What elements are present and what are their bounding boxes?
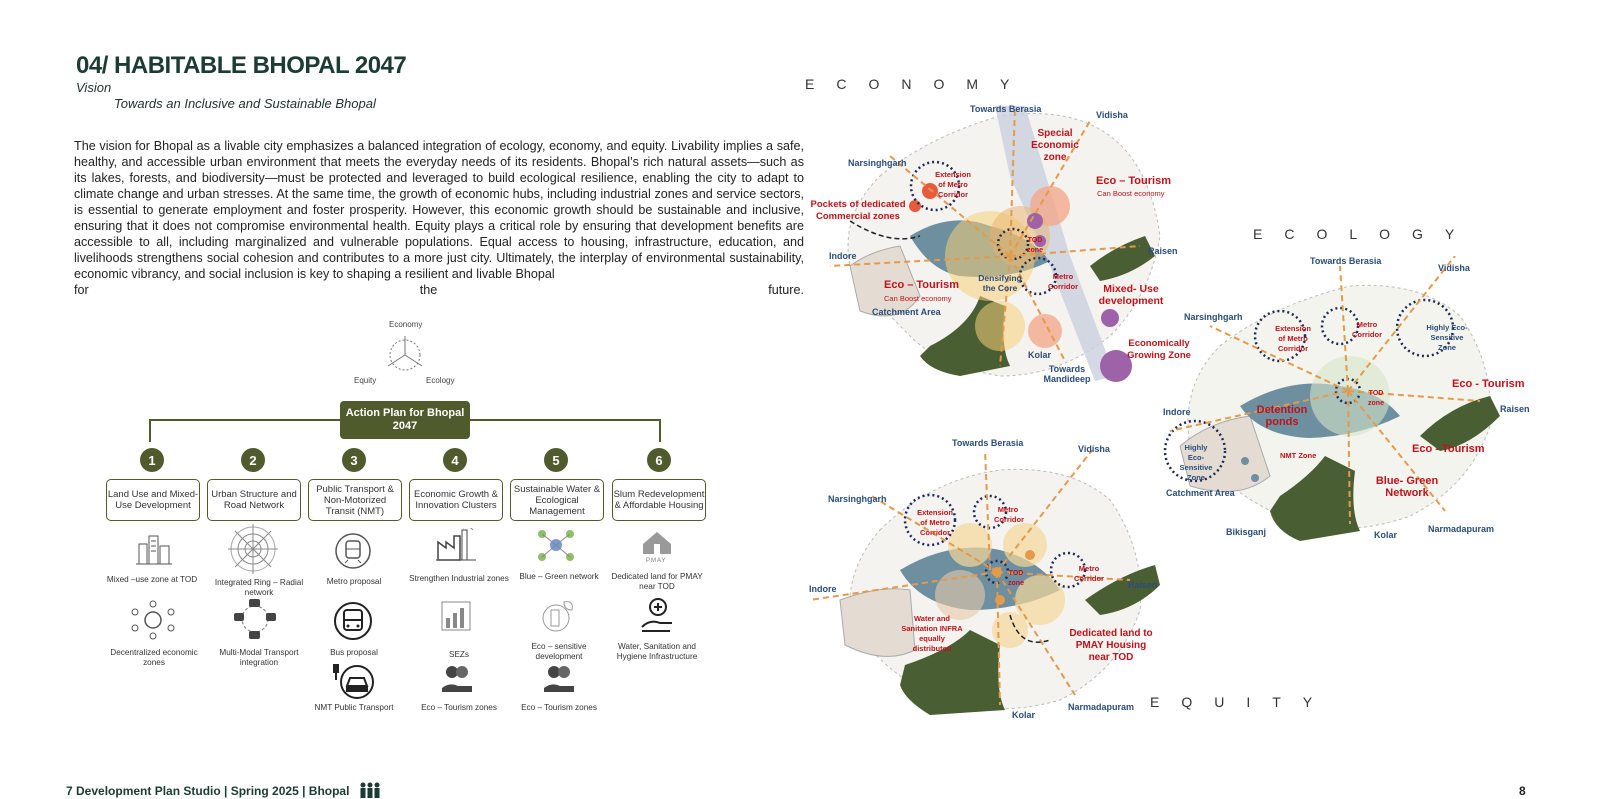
- map-place-label: Towards Berasia: [1310, 256, 1382, 266]
- category-box: Land Use and Mixed-Use Development: [106, 479, 200, 521]
- map-place-label: Indore: [809, 584, 837, 594]
- map-zone-label: Metro Corridor: [1048, 272, 1078, 291]
- map-place-label: Catchment Area: [1166, 488, 1235, 498]
- map-zone-label: NMT Zone: [1280, 451, 1317, 460]
- map-place-label: Vidisha: [1078, 444, 1110, 454]
- plan-title-line1: Action Plan for Bhopal: [345, 407, 465, 419]
- vision-label: Vision: [76, 80, 112, 95]
- map-place-label: Towards Berasia: [952, 438, 1024, 448]
- eco-leaf-building-icon: [540, 598, 576, 634]
- hand-coin-icon: [542, 664, 576, 694]
- vision-paragraph: [74, 138, 804, 298]
- ev-car-icon: [332, 662, 376, 700]
- map-place-label: Bikisganj: [1226, 527, 1267, 537]
- map-place-label: Narsinghgarh: [828, 494, 887, 504]
- item-caption: Mixed –use zone at TOD: [106, 575, 198, 584]
- map-zone-label: Eco - Tourism: [1452, 378, 1525, 390]
- map-place-label: Indore: [829, 251, 857, 261]
- ring-radial-network-icon: [228, 524, 278, 574]
- item-caption: Eco – sensitive development: [531, 642, 587, 661]
- item-caption: Eco – Tourism zones: [521, 703, 597, 712]
- category-number: 3: [342, 448, 366, 472]
- map-zone-label: Blue- Green Network: [1375, 475, 1439, 499]
- map-place-label: Narsinghgarh: [1184, 312, 1243, 322]
- map-zone-label: Metro Corridor: [1074, 564, 1104, 583]
- map-place-label: Kolar: [1374, 530, 1398, 540]
- map-place-label: Towards Berasia: [970, 104, 1042, 114]
- sanitation-hand-icon: [640, 597, 674, 633]
- map-zone-label: Extension of Metro Corridor: [935, 170, 971, 199]
- map-place-label: Narmadapuram: [1068, 702, 1135, 712]
- category-box: Economic Growth & Innovation Clusters: [409, 479, 503, 521]
- ecology-heading: ECOLOGY: [1253, 226, 1477, 242]
- map-zone-label: Economically Growing Zone: [1127, 338, 1191, 361]
- triad-ecology: Ecology: [426, 376, 455, 385]
- map-place-label: Narsinghgarh: [848, 158, 907, 168]
- action-plan-title: [340, 401, 470, 439]
- map-place-label: Narmadapuram: [1428, 524, 1495, 534]
- multimodal-transport-icon: [233, 599, 277, 639]
- map-place-label: Kolar: [1028, 350, 1052, 360]
- page-subtitle: Towards an Inclusive and Sustainable Bhopal: [114, 96, 376, 111]
- map-zone-label: Highly Eco-Sensitive Zone: [1426, 323, 1468, 352]
- map-zone-label: Detention ponds: [1256, 404, 1308, 428]
- blue-green-network-icon: [536, 528, 576, 562]
- map-zone-label: Extension of Metro Corridor: [917, 508, 953, 537]
- map-place-label: Vidisha: [1438, 263, 1470, 273]
- economy-heading: ECONOMY: [805, 76, 1032, 92]
- map-zone-label: TOD zone: [1368, 390, 1384, 407]
- category-box: Sustainable Water & Ecological Management: [510, 479, 604, 521]
- footer-label: 7 Development Plan Studio | Spring 2025 | Bhopal: [66, 784, 350, 798]
- page-number: 8: [1519, 784, 1526, 798]
- map-zone-label: TOD zone: [1008, 570, 1024, 587]
- metro-train-icon: [334, 532, 372, 570]
- map-place-label: Indore: [1163, 407, 1191, 417]
- paragraph-word: future.: [768, 283, 804, 297]
- pmay-label: PMAY: [646, 558, 667, 564]
- item-caption: Eco – Tourism zones: [421, 703, 497, 712]
- triad-economy: Economy: [389, 320, 423, 329]
- map-place-label: Kolar: [1012, 710, 1036, 720]
- item-caption: Dedicated land for PMAY near TOD: [611, 572, 703, 591]
- item-caption: Strengthen Industrial zones: [409, 574, 509, 583]
- people-icon: [359, 782, 381, 798]
- map-place-label: Towards Mandideep: [1043, 364, 1091, 384]
- paragraph-text: The vision for Bhopal as a livable city emphasizes a balanced integration of ecology, economy, and equity. Livability implies a safe, healthy, and accessible urban environment that meets the everyday needs of its residents. Bhopal’s rich natural assets—such as its lakes, forests, and biodiversity—must be protected and leveraged to build ecological resilience, enabling the city to adapt to climate change and urban stresses. At the same time, the growth of economic hubs, including industrial zones and service sectors, is essential to generate employment and foster prosperity. However, this economic growth should be sustainable and inclusive, ensuring that it does not compromise environmental health. Equity plays a critical role by ensuring that development benefits are accessible to all, including marginalized and vulnerable populations. Equal access to housing, infrastructure, education, and livelihoods strengthens social cohesion and contributes to a more just city. Ultimately, the interplay of environmental sustainability, economic vibrancy, and social inclusion is key to shaping a resilient and livable Bhopal: [74, 139, 804, 281]
- bus-icon: [333, 601, 373, 641]
- map-zone-label: Metro Corridor: [994, 505, 1024, 524]
- sez-chart-icon: [440, 600, 472, 632]
- network-hub-icon: [130, 600, 176, 640]
- category-number: 4: [443, 448, 467, 472]
- map-zone-label: Special Economic zone: [1031, 128, 1079, 163]
- equity-map: [810, 450, 1170, 730]
- map-zone-label: Mixed- Use development: [1098, 283, 1164, 307]
- map-zone-label: Densifying the Core: [978, 273, 1022, 293]
- hand-coin-icon: [440, 664, 474, 694]
- ecology-map: [1150, 256, 1530, 546]
- plan-title-line2: 2047: [392, 420, 418, 432]
- map-zone-label: Eco – Tourism: [884, 279, 959, 291]
- map-zone-note: Can Boost economy: [1097, 189, 1165, 198]
- map-place-label: Raisen: [1128, 580, 1158, 590]
- paragraph-word: the: [419, 283, 438, 297]
- map-zone-note: Can Boost economy: [884, 294, 952, 303]
- category-number: 2: [241, 448, 265, 472]
- category-box: Slum Redevelopment & Affordable Housing: [612, 479, 706, 521]
- item-caption: Blue – Green network: [519, 572, 599, 581]
- paragraph-last-line: [74, 282, 804, 298]
- map-zone-label: TOD zone: [1027, 237, 1043, 254]
- map-zone-label: Metro Corridor: [1352, 320, 1382, 339]
- category-number: 6: [647, 448, 671, 472]
- item-caption: Metro proposal: [326, 577, 382, 586]
- map-place-label: Catchment Area: [872, 307, 941, 317]
- item-caption: Integrated Ring – Radial network: [214, 578, 304, 597]
- category-box: Urban Structure and Road Network: [207, 479, 301, 521]
- industrial-factory-icon: [436, 528, 476, 562]
- item-caption: SEZs: [448, 650, 470, 659]
- map-zone-label: Eco – Tourism: [1096, 175, 1171, 187]
- map-zone-label: Water and Sanitation INFRA equally distributed: [901, 614, 963, 653]
- category-box: Public Transport & Non-Motorized Transit (NMT): [308, 479, 402, 521]
- page-title: 04/ HABITABLE BHOPAL 2047: [76, 52, 407, 79]
- map-zone-label: Extension of Metro Corridor: [1275, 324, 1311, 353]
- mixed-use-buildings-icon: [136, 532, 172, 566]
- map-place-label: Raisen: [1148, 246, 1178, 256]
- item-caption: Water, Sanitation and Hygiene Infrastructure: [616, 642, 698, 661]
- item-caption: Decentralized economic zones: [110, 648, 198, 667]
- item-caption: NMT Public Transport: [314, 703, 394, 712]
- footer-text: [66, 782, 381, 798]
- map-place-label: Vidisha: [1096, 110, 1128, 120]
- category-number: 5: [544, 448, 568, 472]
- category-number: 1: [140, 448, 164, 472]
- map-zone-label: Dedicated land to PMAY Housing near TOD: [1069, 628, 1153, 663]
- paragraph-word: for: [74, 283, 89, 297]
- triad-equity: Equity: [354, 376, 377, 385]
- map-zone-label: Highly Eco-Sensitive Zone: [1179, 443, 1213, 482]
- item-caption: Multi-Modal Transport integration: [219, 648, 299, 667]
- map-zone-label: Pockets of dedicated Commercial zones: [810, 199, 906, 222]
- item-caption: Bus proposal: [330, 648, 378, 657]
- equity-heading: EQUITY: [1150, 694, 1335, 710]
- map-place-label: Raisen: [1500, 404, 1530, 414]
- map-zone-label: Eco - Tourism: [1412, 443, 1485, 455]
